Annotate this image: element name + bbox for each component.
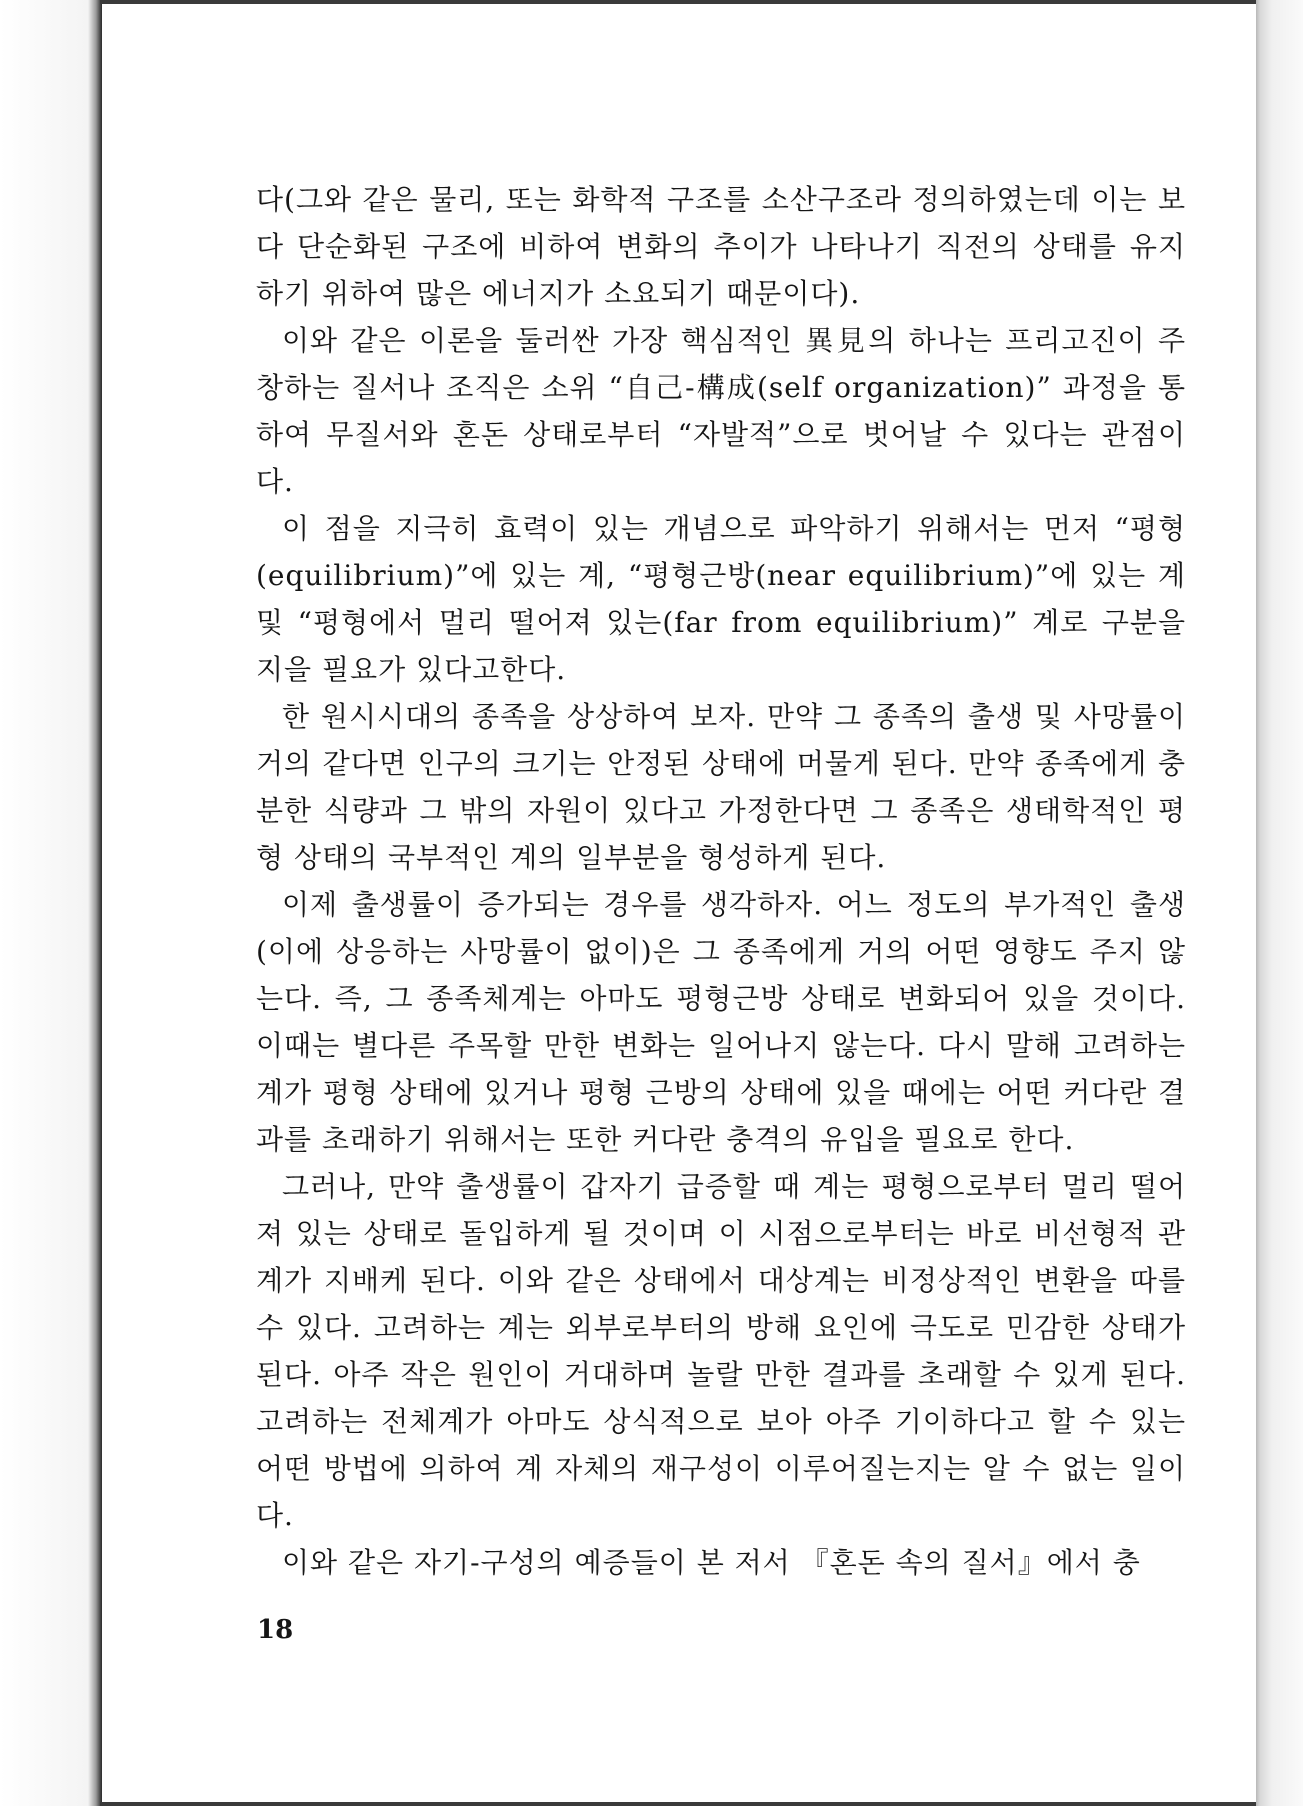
page-edge-left	[0, 0, 102, 1806]
paragraph-primitive-tribe: 한 원시시대의 종족을 상상하여 보자. 만약 그 종족의 출생 및 사망률이 거의 같다면 인구의 크기는 안정된 상태에 머물게 된다. 만약 종족에게 충분한 식량과 그 밖의 자원이 있다고 가정한다면 그 종족은 생태학적인 평형 상태의 국부적인 계의 일부분을 형성하게 된다.	[256, 700, 1186, 874]
page-edge-right	[1256, 0, 1303, 1806]
page-edge-bottom	[100, 1802, 1260, 1806]
paragraph-equilibrium: 이 점을 지극히 효력이 있는 개념으로 파악하기 위해서는 먼저 “평형(equilibrium)”에 있는 계, “평형근방(near equilibrium)”에 있는 계 및 “평형에서 멀리 떨어져 있는(far from equilibrium)” 계로 구분을 지을 필요가 있다고한다.	[256, 512, 1186, 686]
paragraph-continued: 다(그와 같은 물리, 또는 화학적 구조를 소산구조라 정의하였는데 이는 보다 단순화된 구조에 비하여 변화의 추이가 나타나기 직전의 상태를 유지하기 위하여 많은 에너지가 소요되기 때문이다).	[256, 183, 1186, 310]
paragraph-examples: 이와 같은 자기-구성의 예증들이 본 저서 『혼돈 속의 질서』에서 충	[282, 1546, 1141, 1579]
body-text	[256, 176, 1186, 1586]
page-number: 18	[257, 1615, 294, 1645]
paragraph-far-from-equilibrium: 그러나, 만약 출생률이 갑자기 급증할 때 계는 평형으로부터 멀리 떨어져 있는 상태로 돌입하게 될 것이며 이 시점으로부터는 바로 비선형적 관계가 지배케 된다. 이와 같은 상태에서 대상계는 비정상적인 변환을 따를 수 있다. 고려하는 계는 외부로부터의 방해 요인에 극도로 민감한 상태가 된다. 아주 작은 원인이 거대하며 놀랄 만한 결과를 초래할 수 있게 된다. 고려하는 전체계가 아마도 상식적으로 보아 아주 기이하다고 할 수 있는 어떤 방법에 의하여 계 자체의 재구성이 이루어질는지는 알 수 없는 일이다.	[256, 1170, 1186, 1532]
paragraph-birth-rate: 이제 출생률이 증가되는 경우를 생각하자. 어느 정도의 부가적인 출생(이에 상응하는 사망률이 없이)은 그 종족에게 거의 어떤 영향도 주지 않는다. 즉, 그 종족체계는 아마도 평형근방 상태로 변화되어 있을 것이다. 이때는 별다른 주목할 만한 변화는 일어나지 않는다. 다시 말해 고려하는 계가 평형 상태에 있거나 평형 근방의 상태에 있을 때에는 어떤 커다란 결과를 초래하기 위해서는 또한 커다란 충격의 유입을 필요로 한다.	[256, 888, 1186, 1156]
paragraph-self-organization: 이와 같은 이론을 둘러싼 가장 핵심적인 異見의 하나는 프리고진이 주창하는 질서나 조직은 소위 “自己-構成(self organization)” 과정을 통하여 무질서와 혼돈 상태로부터 “자발적”으로 벗어날 수 있다는 관점이다.	[256, 324, 1186, 498]
